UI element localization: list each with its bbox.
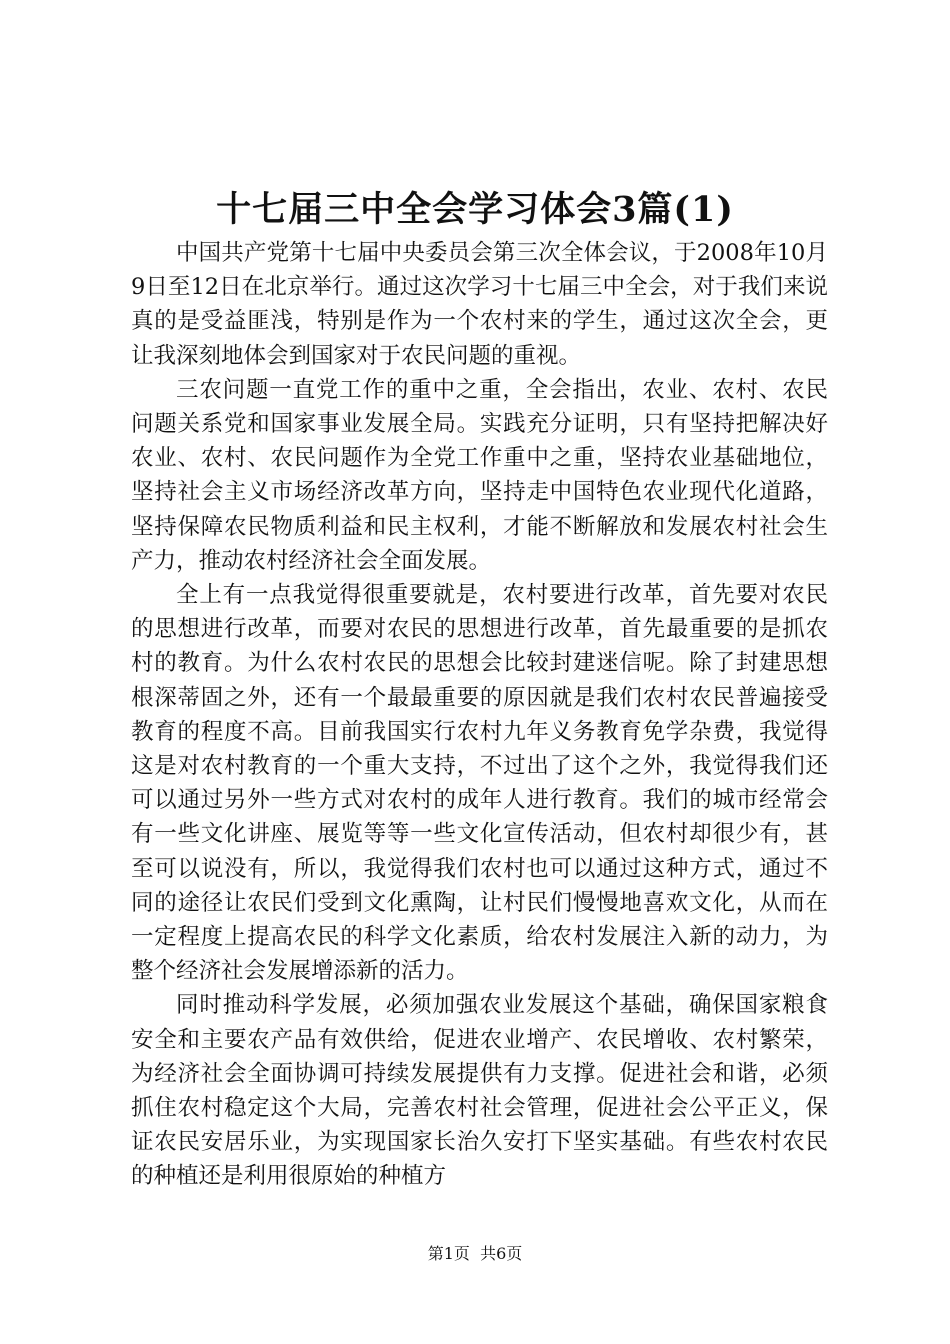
paragraph: 中国共产党第十七届中央委员会第三次全体会议，于2008年10月9日至12日在北京举行。通过这次学习十七届三中全会，对于我们来说真的是受益匪浅，特别是作为一个农村来的学生，通过这次全会，更让我深刻地体会到国家对于农民问题的重视。 bbox=[131, 240, 828, 369]
paragraph: 同时推动科学发展，必须加强农业发展这个基础，确保国家粮食安全和主要农产品有效供给，促进农业增产、农民增收、农村繁荣，为经济社会全面协调可持续发展提供有力支撑。促进社会和谐，必须抓住农村稳定这个大局，完善农村社会管理，促进社会公平正义，保证农民安居乐业，为实现国家长治久安打下坚实基础。有些农村农民的种植还是利用很原始的种植方 bbox=[131, 992, 828, 1190]
paragraph: 全上有一点我觉得很重要就是，农村要进行改革，首先要对农民的思想进行改革，而要对农民的思想进行改革，首先最重要的是抓农村的教育。为什么农村农民的思想会比较封建迷信呢。除了封建思想根深蒂固之外，还有一个最最重要的原因就是我们农村农民普遍接受教育的程度不高。目前我国实行农村九年义务教育免学杂费，我觉得这是对农村教育的一个重大支持，不过出了这个之外，我觉得我们还可以通过另外一些方式对农村的成年人进行教育。我们的城市经常会有一些文化讲座、展览等等一些文化宣传活动，但农村却很少有，甚至可以说没有，所以，我觉得我们农村也可以通过这种方式，通过不同的途径让农民们受到文化熏陶，让村民们慢慢地喜欢文化，从而在一定程度上提高农民的科学文化素质，给农村发展注入新的动力，为整个经济社会发展增添新的活力。 bbox=[131, 582, 828, 985]
document-title: 十七届三中全会学习体会3篇(1) bbox=[216, 189, 734, 230]
paragraph: 三农问题一直党工作的重中之重，全会指出，农业、农村、农民问题关系党和国家事业发展全局。实践充分证明，只有坚持把解决好农业、农村、农民问题作为全党工作重中之重，坚持农业基础地位，坚持社会主义市场经济改革方向，坚持走中国特色农业现代化道路，坚持保障农民物质利益和民主权利，才能不断解放和发展农村社会生产力，推动农村经济社会全面发展。 bbox=[131, 376, 828, 574]
document-body bbox=[131, 236, 828, 1194]
page-footer: 第1页 共6页 bbox=[427, 1244, 523, 1263]
